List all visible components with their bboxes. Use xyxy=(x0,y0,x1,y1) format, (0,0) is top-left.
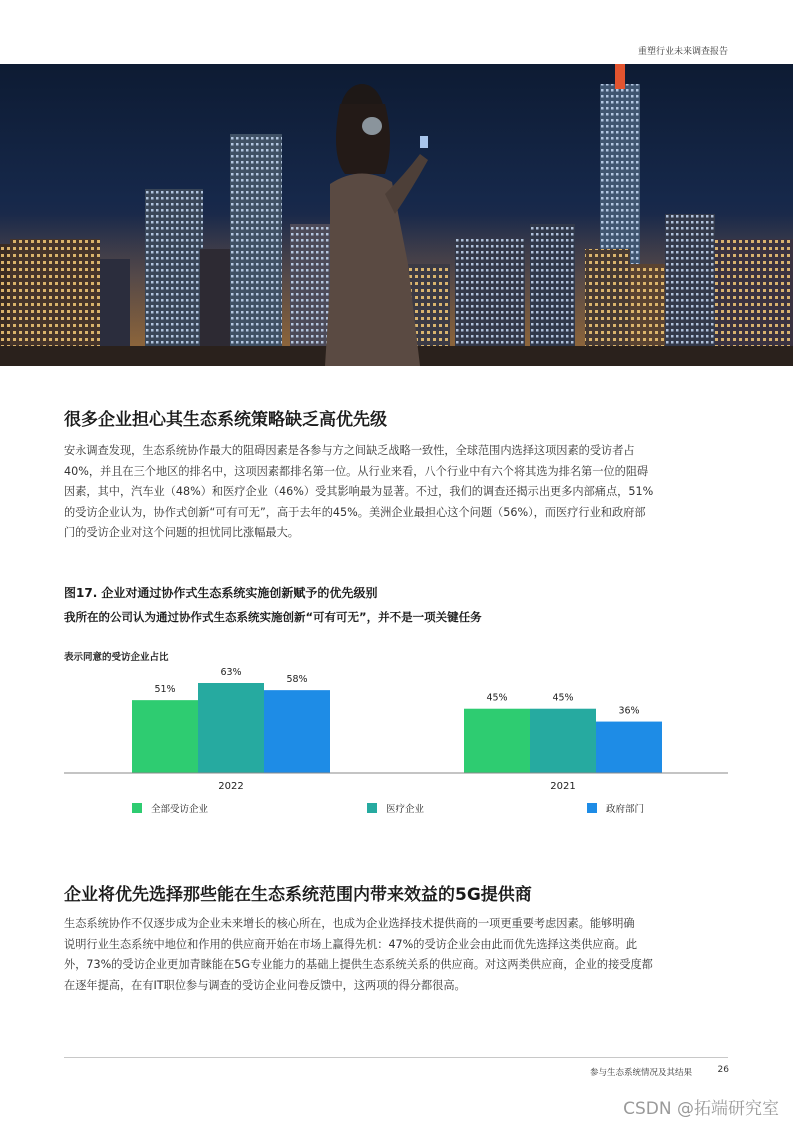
bar-value-label: 63% xyxy=(220,667,242,678)
legend-item-government xyxy=(587,801,644,815)
bar-value-label: 51% xyxy=(154,684,176,696)
bar-2022-2 xyxy=(264,690,330,773)
report-title: 重塑行业未来调查报告 xyxy=(637,47,728,57)
legend-swatch xyxy=(132,803,142,813)
legend-item-healthcare xyxy=(367,801,424,815)
x-tick-label: 2022 xyxy=(218,781,244,792)
paragraph-line: 门的受访企业对这个问题的担忧同比涨幅最大。 xyxy=(64,526,299,539)
paragraph-line: 在逐年提高，在有IT职位参与调查的受访企业问卷反馈中，这两项的得分都很高。 xyxy=(64,978,466,992)
bar-2021-0 xyxy=(464,709,530,773)
section-title-ecosystem-priority: 很多企业担心其生态系统策略缺乏高优先级 xyxy=(64,410,387,430)
footer-section-label: 参与生态系统情况及其结果 xyxy=(589,1068,692,1078)
figure-title: 图17. 企业对通过协作式生态系统实施创新赋予的优先级别 xyxy=(64,586,378,600)
x-tick-label: 2021 xyxy=(550,781,576,792)
legend-item-all xyxy=(132,801,208,815)
paragraph-line: 的受访企业认为，协作式创新“可有可无”，高于去年的45%。美洲企业最担心这个问题（56%），而医疗行业和政府部 xyxy=(64,505,646,519)
legend-swatch xyxy=(587,803,597,813)
bar-2021-1 xyxy=(530,709,596,773)
bar-value-label: 45% xyxy=(486,692,508,704)
paragraph-line: 40%，并且在三个地区的排名中，这项因素都排名第一位。从行业来看，八个行业中有六个将其选为排名第一位的阻碍 xyxy=(64,464,649,478)
section-title-5g-providers: 企业将优先选择那些能在生态系统范围内带来效益的5G提供商 xyxy=(64,885,532,905)
bar-2022-1 xyxy=(198,683,264,773)
legend-label: 全部受访企业 xyxy=(151,804,209,815)
paragraph-line: 外，73%的受访企业更加青睐能在5G专业能力的基础上提供生态系统关系的供应商。对这两类供应商，企业的接受度都 xyxy=(64,958,653,971)
hero-image-city-night xyxy=(0,64,793,366)
section2-paragraph xyxy=(64,914,728,996)
paragraph-line: 说明行业生态系统中地位和作用的供应商开始在市场上赢得先机：47%的受访企业会由此而优先选择这类供应商。此 xyxy=(64,937,638,951)
footer-divider xyxy=(64,1057,728,1058)
grouped-bar-chart xyxy=(0,660,793,800)
page-number: 26 xyxy=(717,1065,729,1075)
figure-subtitle: 我所在的公司认为通过协作式生态系统实施创新“可有可无”，并不是一项关键任务 xyxy=(64,610,482,624)
legend-label: 政府部门 xyxy=(606,804,645,815)
paragraph-line: 因素，其中，汽车业（48%）和医疗企业（46%）受其影响最为显著。不过，我们的调查还揭示出更多内部痛点，51% xyxy=(64,485,654,498)
legend-swatch xyxy=(367,803,377,813)
paragraph-line: 安永调查发现，生态系统协作最大的阻碍因素是各参与方之间缺乏战略一致性，全球范围内选择这项因素的受访者占 xyxy=(64,444,635,457)
bar-value-label: 45% xyxy=(552,692,574,704)
watermark: CSDN @拓端研究室 xyxy=(623,1099,779,1119)
bar-value-label: 36% xyxy=(618,705,640,717)
paragraph-line: 生态系统协作不仅逐步成为企业未来增长的核心所在，也成为企业选择技术提供商的一项更重要考虑因素。能够明确 xyxy=(64,917,635,930)
chart-y-label: 表示同意的受访企业占比 xyxy=(64,652,169,663)
section1-paragraph xyxy=(64,441,728,544)
bar-value-label: 58% xyxy=(286,674,308,686)
legend-label: 医疗企业 xyxy=(386,804,425,815)
bar-2022-0 xyxy=(132,700,198,773)
city-skyline-illustration xyxy=(0,64,793,366)
bar-2021-2 xyxy=(596,722,662,773)
